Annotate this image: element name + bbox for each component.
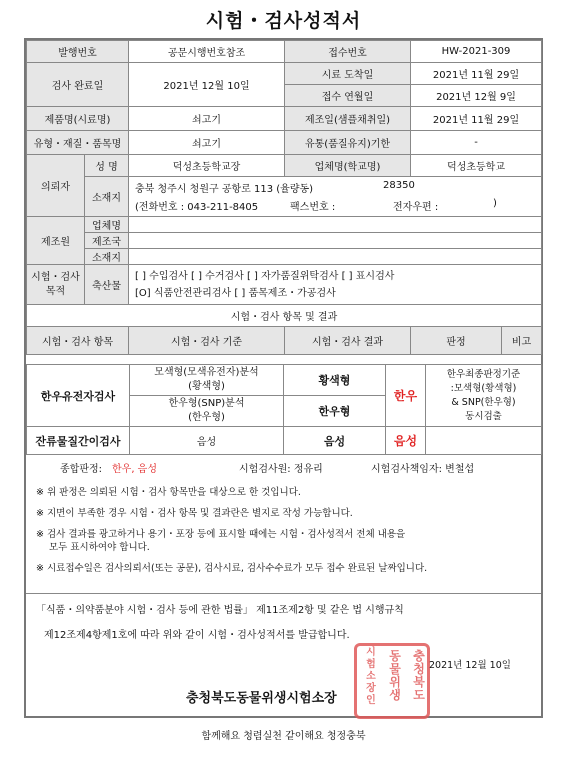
standard-snp-type: [130, 396, 284, 427]
item-gene-test: 한우유전자검사: [27, 365, 130, 427]
arrival-date-label: 시료 도착일: [285, 63, 411, 85]
note-3-line1: ※ 검사 결과를 광고하거나 용기・포장 등에 표시할 때에는 시험・검사성적서 전체 내용을: [36, 529, 406, 540]
item-residue-test: 잔류물질간이검사: [27, 427, 130, 455]
receipt-date-value: 2021년 12월 9일: [411, 85, 542, 107]
address-value: [129, 177, 542, 217]
requester-label: 의뢰자: [27, 155, 85, 217]
note-3-line2: 모두 표시하여야 합니다.: [49, 542, 150, 553]
document-title: 시험・검사성적서: [205, 10, 362, 32]
col-result: 시험・검사 결과: [285, 327, 411, 355]
arrival-date-value: 2021년 11월 29일: [411, 63, 542, 85]
issuing-organization: 충청북도동물위생시험소장: [186, 691, 337, 706]
result-residue: 음성: [284, 427, 386, 455]
results-table: [26, 364, 542, 455]
remark-line3: & SNP(한우형): [451, 396, 516, 408]
standard-color-type-line2: (황색형): [188, 381, 225, 392]
mf-company-value: [129, 217, 542, 233]
notes: [36, 486, 531, 583]
seal-col-3: 시 험 소 장 인: [366, 647, 376, 706]
seal-col-2: 동 물 위 생: [389, 649, 401, 702]
company-label: 업체명(학교명): [285, 155, 411, 177]
note-2: ※ 지면이 부족한 경우 시험・검사 항목 및 결과란은 별지로 작성 가능합니다.: [36, 508, 353, 519]
purpose-options: [129, 265, 542, 305]
mf-address-label: 소재지: [85, 249, 129, 265]
expiry-value: -: [411, 131, 542, 155]
summary-row: [26, 456, 541, 478]
product-name-label: 제품명(시료명): [27, 107, 129, 131]
standard-residue: 음성: [130, 427, 284, 455]
type-value: 쇠고기: [129, 131, 285, 155]
issue-number-value: 공문시행번호참조: [129, 41, 285, 63]
col-item: 시험・검사 항목: [27, 327, 129, 355]
mf-company-label: 업체명: [85, 217, 129, 233]
overall-value: 한우, 음성: [112, 464, 157, 475]
address-label: 소재지: [85, 177, 129, 217]
fax-label: 팩스번호 :: [290, 202, 336, 213]
issue-date: 2021년 12월 10일: [429, 660, 511, 671]
judgement-residue: 음성: [386, 427, 426, 455]
close-paren: ): [493, 198, 497, 209]
remark-hanwoo: [426, 365, 542, 427]
law-line-1: 「식품・의약품분야 시험・검사 등에 관한 법률」 제11조제2항 및 같은 법 시행규칙: [36, 605, 404, 616]
remark-line2: :모색형(황색형): [450, 382, 517, 394]
mf-country-label: 제조국: [85, 233, 129, 249]
official-seal-stamp: [354, 643, 430, 719]
col-standard: 시험・검사 기준: [129, 327, 285, 355]
standard-snp-line1: 한우형(SNP)분석: [168, 398, 245, 409]
phone-number: (전화번호 : 043-211-8405: [135, 202, 259, 213]
purpose-line-1: [ ] 수입검사 [ ] 수거검사 [ ] 자가품질위탁검사 [ ] 표시검사: [135, 270, 395, 282]
livestock-label: 축산물: [85, 265, 129, 305]
receipt-date-label: 접수 연월일: [285, 85, 411, 107]
standard-color-type: [130, 365, 284, 396]
note-4: ※ 시료접수일은 검사의뢰서(또는 공문), 검사시료, 검사수수료가 모두 접수 완료된 날짜입니다.: [36, 563, 428, 574]
divider: [26, 593, 541, 594]
remark-residue: [426, 427, 542, 455]
company-value: 덕성초등학교: [411, 155, 542, 177]
manufacturer-label: 제조원: [27, 217, 85, 265]
remark-line1: 한우최종판정기준: [446, 368, 521, 380]
report-form: [24, 38, 543, 718]
address-line: 충북 청주시 청원구 공항로 113 (율량동): [135, 184, 314, 195]
issue-number-label: 발행번호: [27, 41, 129, 63]
manufacture-date-value: 2021년 11월 29일: [411, 107, 542, 131]
manager: 시험검사책임자: 변철섭: [371, 464, 475, 475]
info-table: [26, 40, 542, 355]
overall-label: 종합판정:: [60, 464, 103, 475]
postcode: 28350: [383, 180, 415, 191]
result-color-type: 황색형: [284, 365, 386, 396]
col-remark: 비고: [502, 327, 542, 355]
standard-snp-line2: (한우형): [188, 412, 225, 423]
standard-color-type-line1: 모색형(모색유전자)분석: [154, 367, 259, 378]
product-name-value: 쇠고기: [129, 107, 285, 131]
legal-statement: [36, 603, 531, 653]
result-snp-type: 한우형: [284, 396, 386, 427]
completion-date-value: 2021년 12월 10일: [129, 63, 285, 107]
remark-line4: 동시검출: [465, 410, 502, 422]
law-line-2: 제12조제4항제1호에 따라 위와 같이 시험・검사성적서를 발급합니다.: [44, 630, 350, 641]
manufacture-date-label: 제조일(샘플채취일): [285, 107, 411, 131]
mf-address-value: [129, 249, 542, 265]
purpose-line-2: [O] 식품안전관리검사 [ ] 품목제조・가공검사: [135, 287, 336, 299]
judgement-hanwoo: 한우: [386, 365, 426, 427]
results-section-title: 시험・검사 항목 및 결과: [27, 305, 542, 327]
type-label: 유형・재질・품목명: [27, 131, 129, 155]
purpose-label: 시험・검사 목적: [27, 265, 85, 305]
completion-date-label: 검사 완료일: [27, 63, 129, 107]
receipt-number-label: 접수번호: [285, 41, 411, 63]
expiry-label: 유통(품질유지)기한: [285, 131, 411, 155]
receipt-number-value: HW-2021-309: [411, 41, 542, 63]
inspector: 시험검사원: 정유리: [239, 464, 323, 475]
requester-name-label: 성 명: [85, 155, 129, 177]
email-label: 전자우편 :: [393, 202, 439, 213]
note-1: ※ 위 판정은 의뢰된 시험・검사 항목만을 대상으로 한 것입니다.: [36, 487, 301, 498]
seal-col-1: 충 청 북 도: [413, 649, 425, 702]
note-3: [36, 528, 531, 554]
footer-slogan: 함께해요 청렴실천 같이해요 청정충북: [201, 731, 366, 742]
col-judgement: 판정: [411, 327, 502, 355]
mf-country-value: [129, 233, 542, 249]
requester-name-value: 덕성초등학교장: [129, 155, 285, 177]
